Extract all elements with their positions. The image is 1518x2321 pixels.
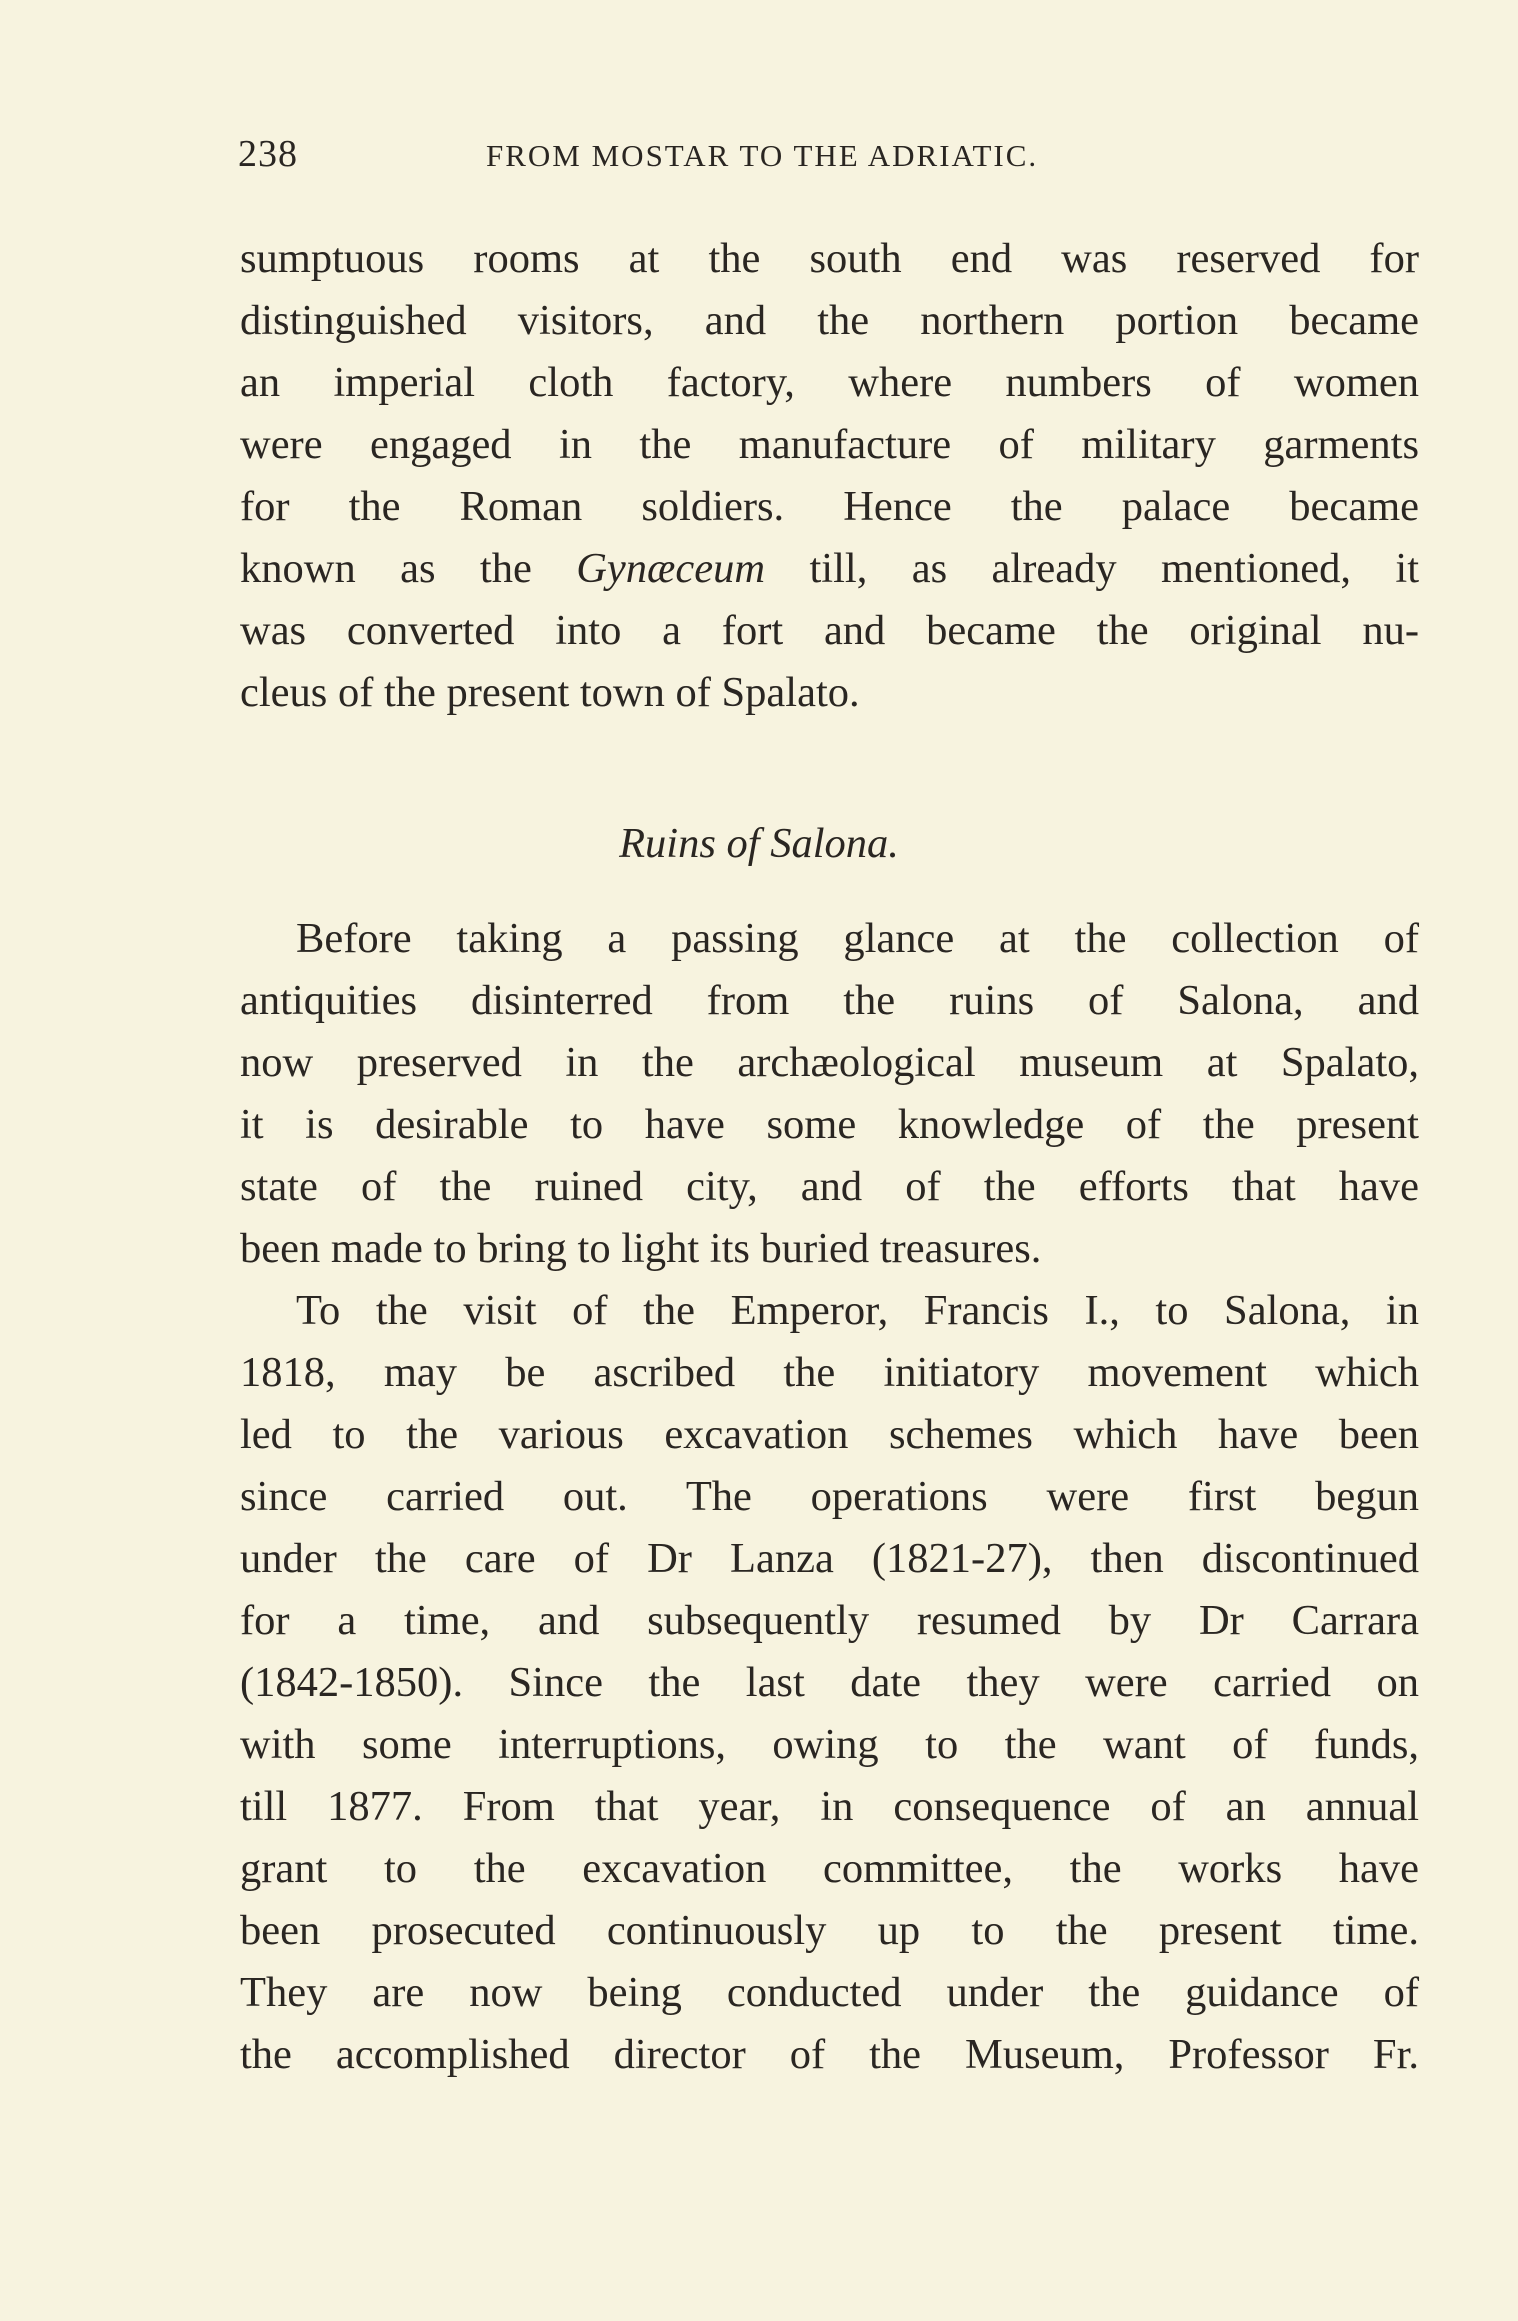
text-line: under the care of Dr Lanza (1821-27), then discontinued — [240, 1535, 1419, 1582]
text-line: the accomplished director of the Museum, Professor Fr. — [240, 2031, 1419, 2078]
section-heading: Ruins of Salona. — [619, 820, 899, 867]
text-line: Before taking a passing glance at the collection of — [296, 915, 1419, 962]
text-line: led to the various excavation schemes which have been — [240, 1411, 1419, 1458]
text-line: state of the ruined city, and of the efforts that have — [240, 1163, 1419, 1210]
text-line: been made to bring to light its buried treasures. — [240, 1225, 1042, 1272]
text-line: cleus of the present town of Spalato. — [240, 669, 860, 716]
text-line: (1842-1850). Since the last date they were carried on — [240, 1659, 1419, 1706]
text-line: been prosecuted continuously up to the present time. — [240, 1907, 1419, 1954]
text-line: since carried out. The operations were first begun — [240, 1473, 1419, 1520]
text-line: They are now being conducted under the guidance of — [240, 1969, 1419, 2016]
text-line: sumptuous rooms at the south end was reserved for — [240, 235, 1419, 282]
text-line — [240, 545, 1420, 594]
text-line: grant to the excavation committee, the works have — [240, 1845, 1419, 1892]
text-line: it is desirable to have some knowledge of the present — [240, 1101, 1419, 1148]
text-line: now preserved in the archæological museum at Spalato, — [240, 1039, 1419, 1086]
running-head — [238, 132, 1418, 182]
text-line: were engaged in the manufacture of military garments — [240, 421, 1419, 468]
text-line: 1818, may be ascribed the initiatory movement which — [240, 1349, 1419, 1396]
text-line: To the visit of the Emperor, Francis I., to Salona, in — [296, 1287, 1419, 1334]
text-fragment: till, as already mentioned, it — [809, 545, 1420, 592]
running-title: FROM MOSTAR TO THE ADRIATIC. — [486, 138, 1039, 173]
text-line: distinguished visitors, and the northern portion became — [240, 297, 1419, 344]
text-fragment: known as the — [240, 545, 532, 592]
text-line: for a time, and subsequently resumed by Dr Carrara — [240, 1597, 1419, 1644]
italic-term: Gynæceum — [576, 545, 766, 592]
text-line: with some interruptions, owing to the want of funds, — [240, 1721, 1419, 1768]
text-line: for the Roman soldiers. Hence the palace became — [240, 483, 1419, 530]
text-line: was converted into a fort and became the original nu- — [240, 607, 1419, 654]
text-line: till 1877. From that year, in consequence of an annual — [240, 1783, 1419, 1830]
text-line: an imperial cloth factory, where numbers of women — [240, 359, 1419, 406]
text-line: antiquities disinterred from the ruins of Salona, and — [240, 977, 1419, 1024]
page-number: 238 — [238, 133, 298, 175]
